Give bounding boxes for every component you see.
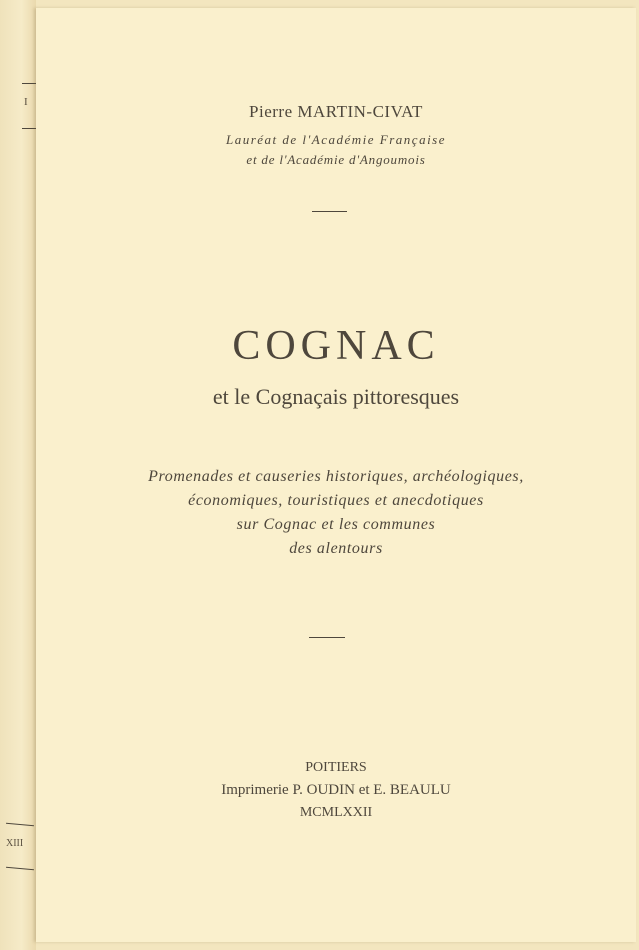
author-honor-2: et de l'Académie d'Angoumois: [246, 152, 426, 167]
description-line-3: sur Cognac et les communes: [236, 516, 436, 533]
book-spine: [0, 0, 36, 950]
spine-mark-top: I: [24, 96, 28, 108]
description-line-1: Promenades et causeries historiques, archéologiques,: [148, 468, 524, 485]
description-line-4: des alentours: [289, 540, 383, 557]
spine-rule-top: [22, 83, 36, 84]
spine-rule-middle: [22, 128, 36, 129]
divider-top: [312, 211, 347, 212]
author-honor-1: Lauréat de l'Académie Française: [225, 132, 447, 147]
spine-mark-bottom: XIII: [6, 838, 24, 849]
description-line-2: économiques, touristiques et anecdotiques: [188, 492, 484, 509]
book-title: COGNAC: [232, 323, 440, 369]
publication-year: MCMLXXII: [299, 805, 373, 820]
publisher-city: POITIERS: [305, 760, 367, 775]
publisher-printer: Imprimerie P. OUDIN et E. BEAULU: [221, 782, 451, 798]
divider-bottom: [309, 637, 345, 638]
author-name: Pierre MARTIN-CIVAT: [249, 102, 423, 121]
book-subtitle: et le Cognaçais pittoresques: [212, 384, 460, 409]
